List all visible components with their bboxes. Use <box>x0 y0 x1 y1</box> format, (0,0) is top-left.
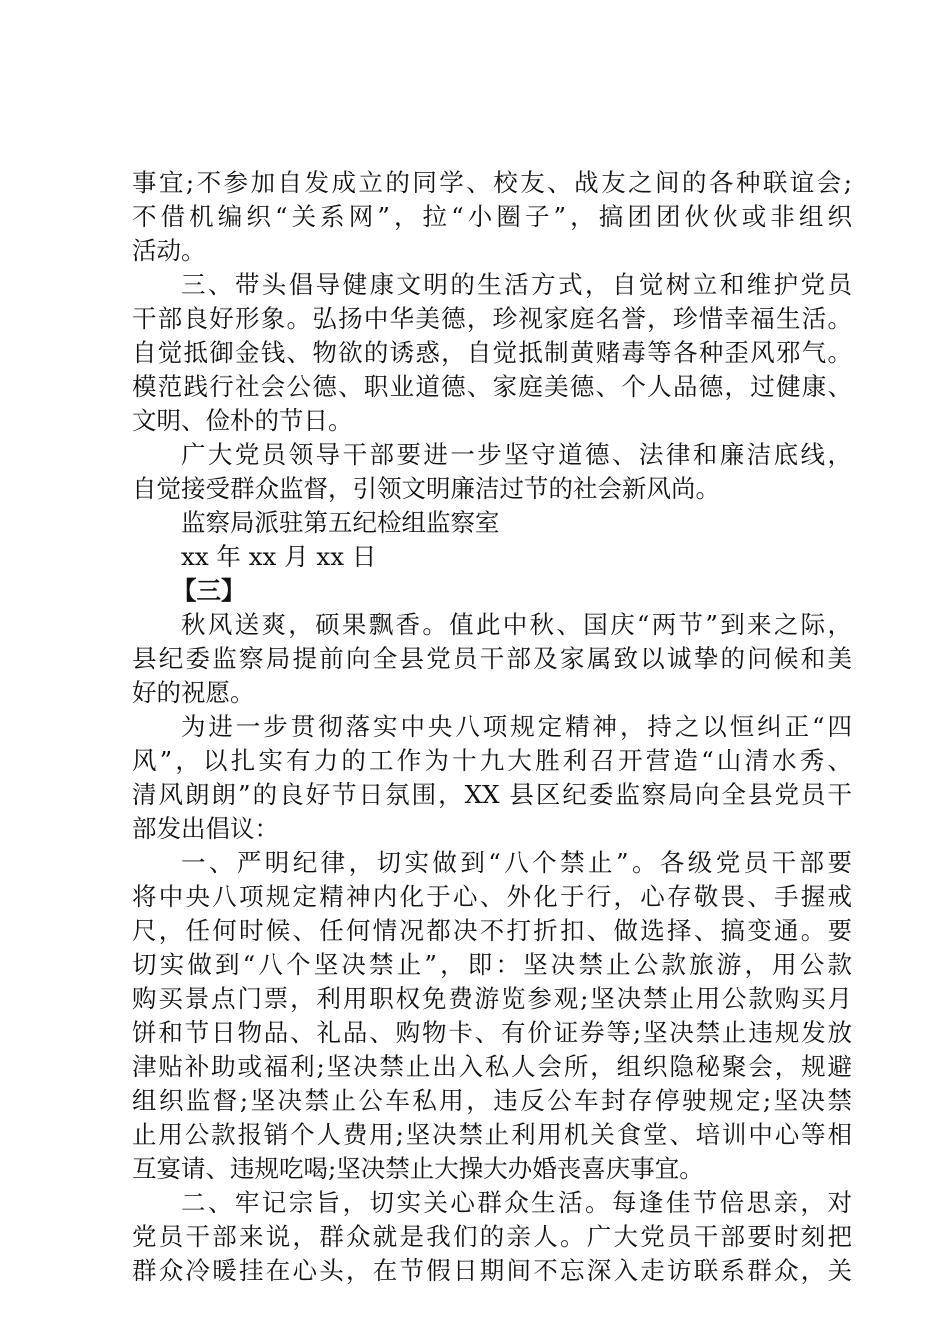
paragraph <box>132 268 852 438</box>
text-line: 为进一步贯彻落实中央八项规定精神，持之以恒纠正“四 <box>181 712 852 741</box>
text-line: 二、牢记宗旨，切实关心群众生活。每逢佳节倍思亲，对 <box>181 1188 852 1217</box>
text-line: 购买景点门票，利用职权免费游览参观;坚决禁止用公款购买月 <box>132 984 852 1013</box>
paragraph <box>132 608 852 710</box>
text-line: 秋风送爽，硕果飘香。值此中秋、国庆“两节”到来之际， <box>181 610 852 639</box>
text-line: 部发出倡议： <box>132 814 279 843</box>
text-line: 将中央八项规定精神内化于心、外化于行，心存敬畏、手握戒 <box>132 882 852 911</box>
text-line: 自觉接受群众监督，引领文明廉洁过节的社会新风尚。 <box>132 474 720 503</box>
text-line: 清风朗朗”的良好节日氛围，XX 县区纪委监察局向全县党员干 <box>132 780 852 809</box>
text-line: 事宜;不参加自发成立的同学、校友、战友之间的各种联谊会; <box>132 168 852 197</box>
paragraph <box>132 1186 852 1288</box>
text-line: 尺，任何时候、任何情况都决不打折扣、做选择、搞变通。要 <box>132 916 852 945</box>
text-line: 津贴补助或福利;坚决禁止出入私人会所，组织隐秘聚会，规避 <box>132 1052 852 1081</box>
document-body <box>132 166 852 1288</box>
paragraph <box>132 846 852 1186</box>
text-line: 模范践行社会公德、职业道德、家庭美德、个人品德，过健康、 <box>132 372 852 401</box>
text-line: 互宴请、违规吃喝;坚决禁止大操大办婚丧喜庆事宜。 <box>132 1154 704 1183</box>
signature-date: xx 年 xx 月 xx 日 <box>181 542 377 571</box>
text-line: 三、带头倡导健康文明的生活方式，自觉树立和维护党员 <box>181 270 852 299</box>
text-line: 一、严明纪律，切实做到“八个禁止”。各级党员干部要 <box>181 848 852 877</box>
text-line: 组织监督;坚决禁止公车私用，违反公车封存停驶规定;坚决禁 <box>132 1086 852 1115</box>
text-line: 自觉抵御金钱、物欲的诱惑，自觉抵制黄赌毒等各种歪风邪气。 <box>132 338 852 367</box>
text-line: 文明、俭朴的节日。 <box>132 406 353 435</box>
text-line: 好的祝愿。 <box>132 678 255 707</box>
section-heading: 【三】 <box>172 576 246 605</box>
paragraph <box>132 438 852 506</box>
signature-org: 监察局派驻第五纪检组监察室 <box>181 508 500 537</box>
text-line: 饼和节日物品、礼品、购物卡、有价证券等;坚决禁止违规发放 <box>132 1018 852 1047</box>
text-line: 活动。 <box>132 236 206 265</box>
text-line: 县纪委监察局提前向全县党员干部及家属致以诚挚的问候和美 <box>132 644 852 673</box>
text-line: 群众冷暖挂在心头，在节假日期间不忘深入走访联系群众，关 <box>132 1256 852 1285</box>
text-line: 干部良好形象。弘扬中华美德，珍视家庭名誉，珍惜幸福生活。 <box>132 304 852 333</box>
text-line: 不借机编织“关系网”，拉“小圈子”，搞团团伙伙或非组织 <box>132 202 852 231</box>
text-line: 切实做到“八个坚决禁止”，即：坚决禁止公款旅游，用公款 <box>132 950 852 979</box>
text-line: 党员干部来说，群众就是我们的亲人。广大党员干部要时刻把 <box>132 1222 852 1251</box>
text-line: 广大党员领导干部要进一步坚守道德、法律和廉洁底线， <box>181 440 852 469</box>
paragraph <box>132 710 852 846</box>
paragraph <box>132 166 852 268</box>
text-line: 风”，以扎实有力的工作为十九大胜利召开营造“山清水秀、 <box>132 746 852 775</box>
text-line: 止用公款报销个人费用;坚决禁止利用机关食堂、培训中心等相 <box>132 1120 852 1149</box>
